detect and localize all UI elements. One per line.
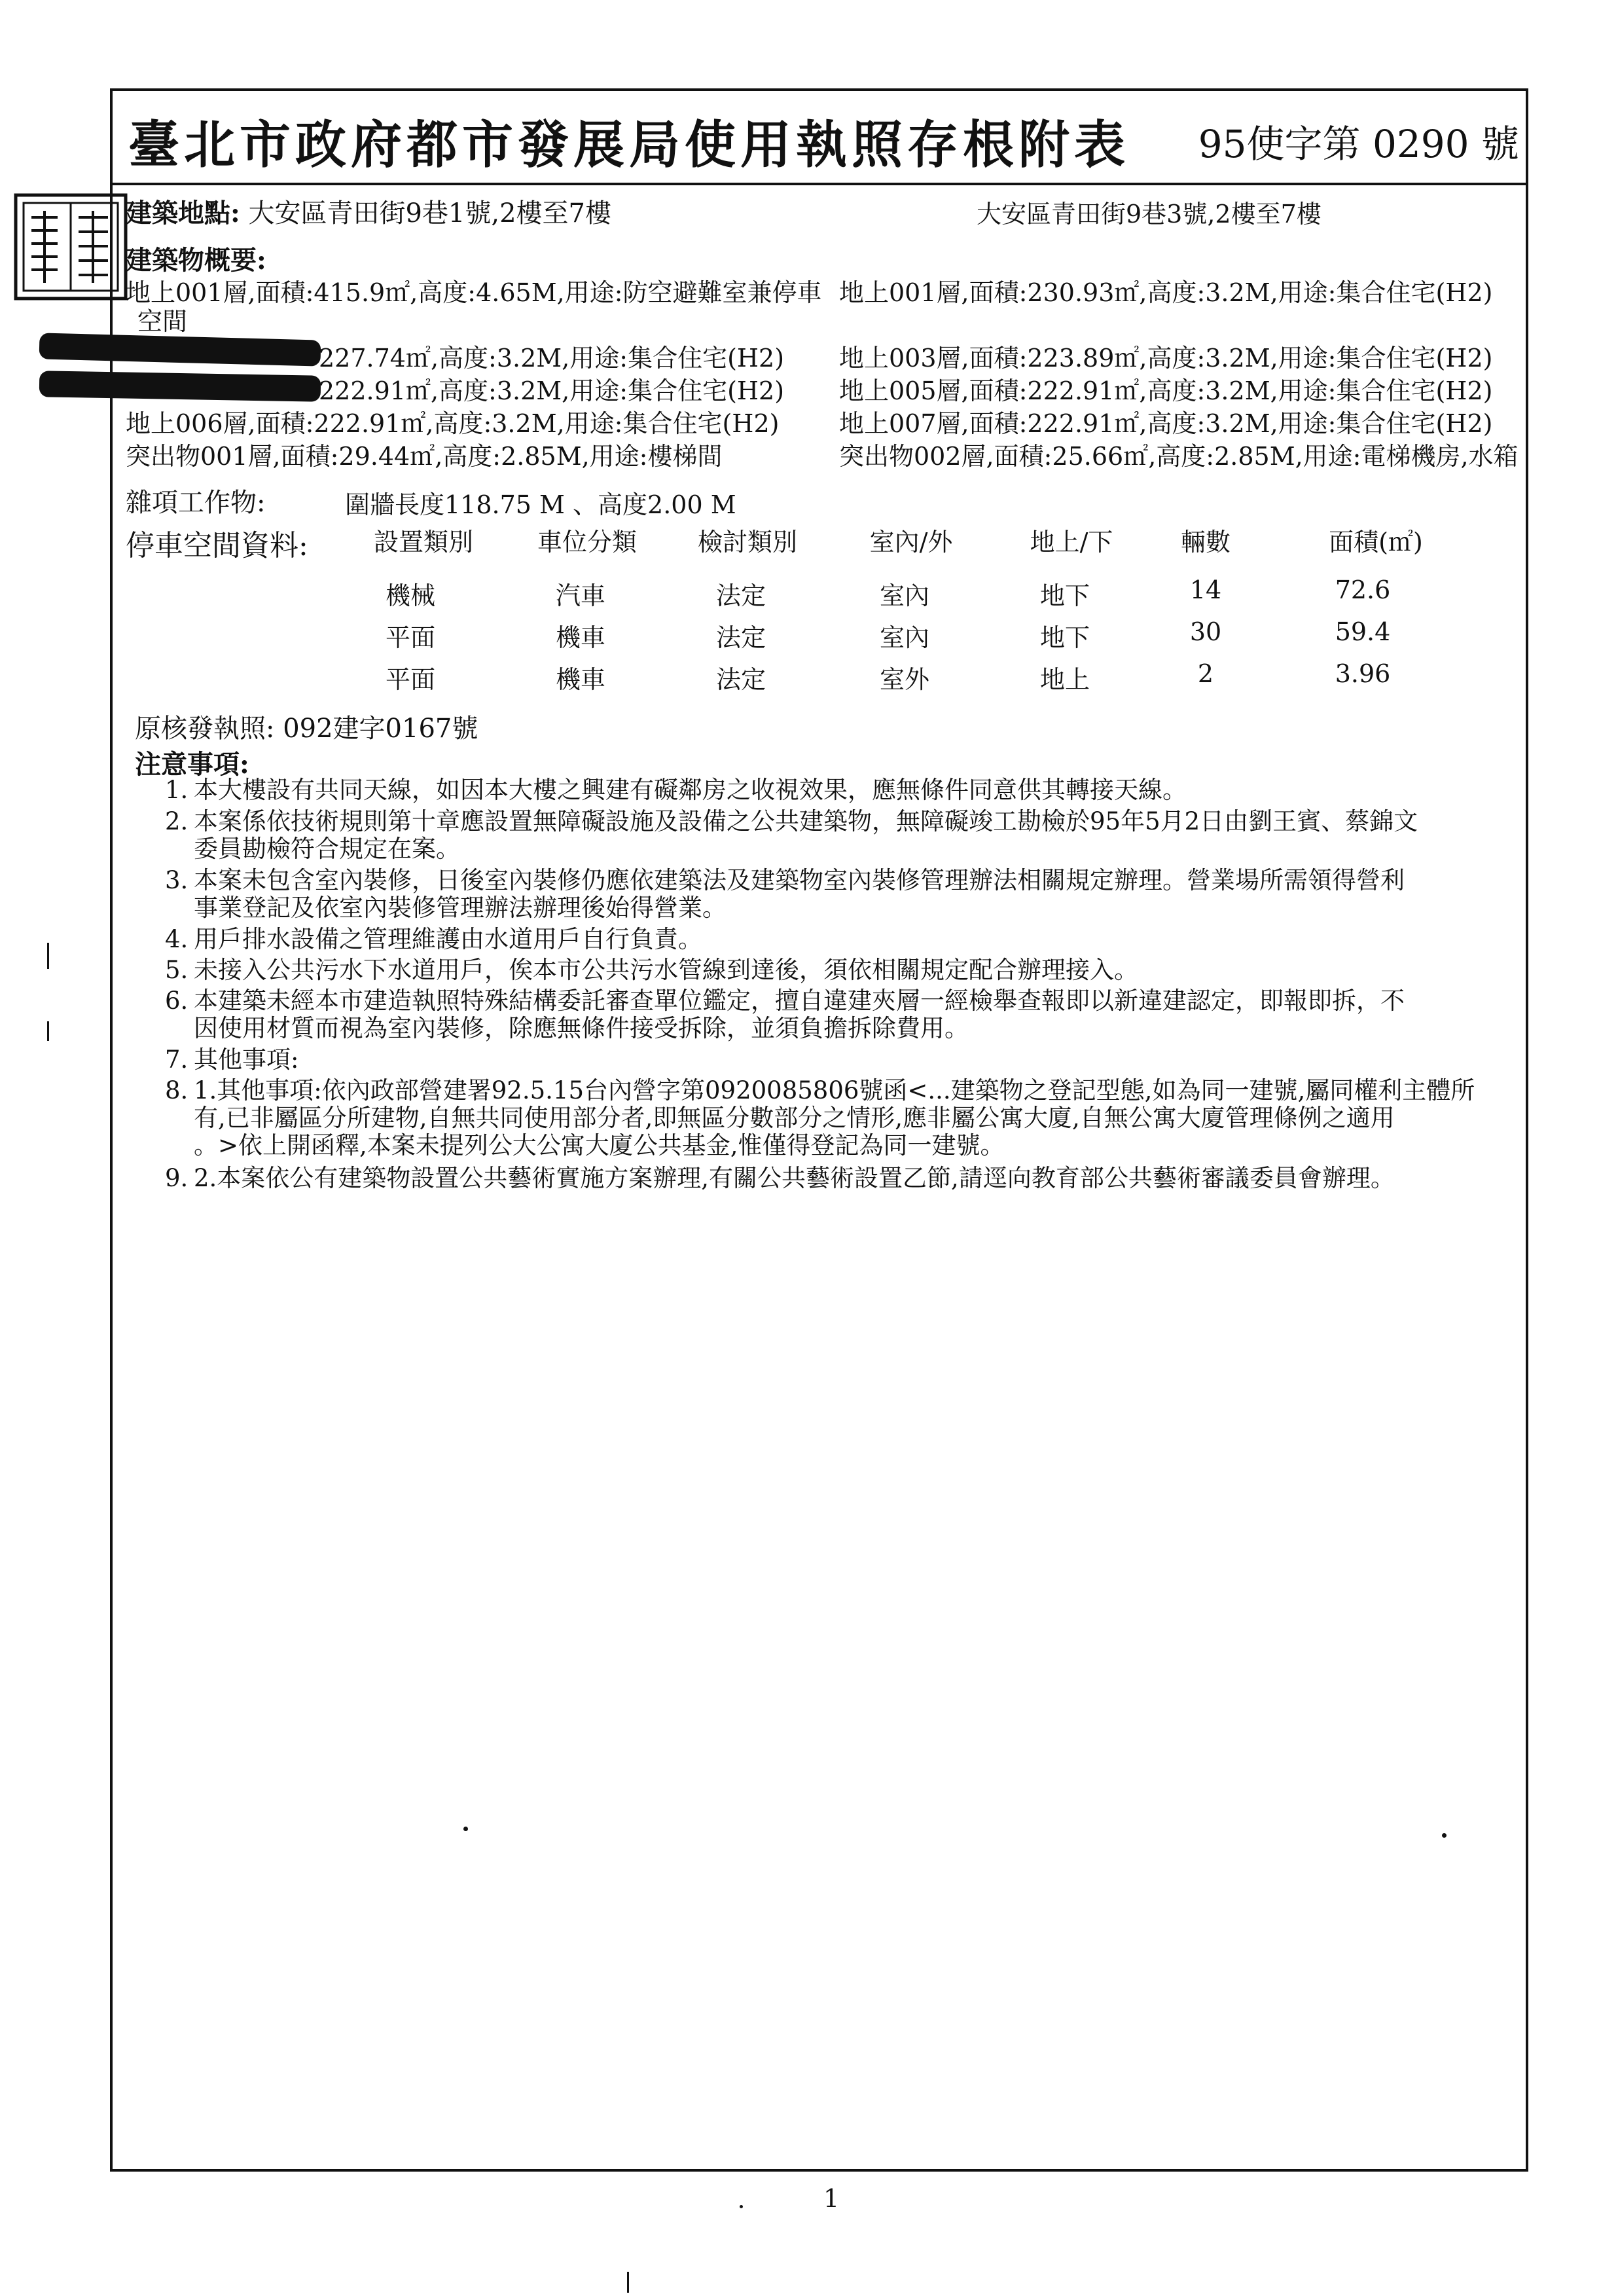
site-address-1: 大安區青田街9巷1號,2樓至7樓: [248, 198, 611, 228]
parking-header-cell: 輛數: [1180, 528, 1231, 556]
parking-cell: 室內: [879, 581, 929, 610]
note-number: 2.: [165, 807, 189, 835]
note-number: 8.: [165, 1076, 189, 1104]
scan-tick-mark: [47, 943, 49, 969]
overview-left-row: 227.74㎡,高度:3.2M,用途:集合住宅(H2): [319, 344, 785, 373]
note-number: 5.: [165, 956, 189, 984]
overview-right-row: 突出物002層,面積:25.66㎡,高度:2.85M,用途:電梯機房,水箱: [839, 442, 1519, 471]
note-text: 用戶排水設備之管理維護由水道用戶自行負責。: [194, 925, 702, 953]
note-number: 3.: [165, 866, 189, 894]
note-number: 9.: [165, 1164, 189, 1192]
overview-right-row: 地上001層,面積:230.93㎡,高度:3.2M,用途:集合住宅(H2): [839, 278, 1493, 307]
document-title: 臺北市政府都市發展局使用執照存根附表: [128, 115, 1130, 175]
note-item: [165, 867, 1513, 922]
note-number: 7.: [165, 1046, 189, 1074]
parking-cell: 法定: [715, 665, 766, 694]
note-item: [165, 1165, 1513, 1192]
overview-right-row: 地上003層,面積:223.89㎡,高度:3.2M,用途:集合住宅(H2): [839, 344, 1493, 373]
parking-cell: 機車: [555, 623, 605, 652]
parking-cell: 法定: [715, 581, 766, 610]
note-text: 有,已非屬區分所建物,自無共同使用部分者,即無區分數部分之情形,應非屬公寓大廈,自無公寓大廈管理條例之適用: [194, 1104, 1395, 1132]
note-item: [165, 776, 1513, 804]
note-text: 2.本案依公有建築物設置公共藝術實施方案辦理,有關公共藝術設置乙節,請逕向教育部公共藝術審議委員會辦理。: [194, 1164, 1395, 1192]
overview-left-row: 突出物001層,面積:29.44㎡,高度:2.85M,用途:樓梯間: [126, 442, 723, 471]
permit-number: 95使字第 0290 號: [1198, 122, 1519, 166]
parking-header-cell: 室內/外: [869, 528, 953, 556]
parking-label: 停車空間資料:: [126, 529, 308, 562]
note-item: [165, 957, 1513, 984]
scan-speck: [1442, 1833, 1447, 1838]
parking-cell: 平面: [385, 665, 435, 694]
note-text: 其他事項:: [194, 1046, 299, 1074]
original-permit-label: 原核發執照:: [135, 714, 275, 744]
original-permit-row: [135, 708, 478, 745]
original-permit-value: 092建字0167號: [283, 714, 478, 744]
note-text: 本案未包含室內裝修，日後室內裝修仍應依建築法及建築物室內裝修管理辦法相關規定辦理。營業場所需領得營利: [194, 866, 1405, 894]
note-text: 本大樓設有共同天線，如因本大樓之興建有礙鄰房之收視效果，應無條件同意供其轉接天線。: [194, 776, 1187, 804]
overview-left-row: 空間: [137, 307, 188, 336]
notes-label: 注意事項:: [135, 749, 249, 780]
document-frame: [110, 88, 1528, 2172]
parking-cell: 14: [1189, 575, 1222, 604]
parking-cell: 地上: [1039, 665, 1090, 694]
scan-speck: [463, 1827, 468, 1831]
scan-tick-mark: [627, 2272, 629, 2293]
scan-tick-mark: [47, 1021, 49, 1041]
overview-label: 建築物概要:: [126, 245, 266, 276]
parking-cell: 3.96: [1335, 659, 1391, 688]
note-text: 本建築未經本市建造執照特殊結構委託審查單位鑑定，擅自違建夾層一經檢舉查報即以新違建認定，即報即拆，不: [194, 987, 1405, 1015]
note-text: 事業登記及依室內裝修管理辦法辦理後始得營業。: [194, 894, 727, 922]
note-text: 1.其他事項:依內政部營建署92.5.15台內營字第0920085806號函<...建築物之登記型態,如為同一建號,屬同權利主體所: [194, 1076, 1475, 1104]
page-number: 1: [823, 2184, 840, 2213]
parking-cell: 2: [1197, 659, 1214, 688]
title-bar: [113, 91, 1526, 185]
parking-header-cell: 地上/下: [1030, 528, 1113, 556]
parking-cell: 平面: [385, 623, 435, 652]
note-text: 委員勘檢符合規定在案。: [194, 835, 460, 863]
note-item: [165, 926, 1513, 953]
note-number: 1.: [165, 776, 189, 804]
misc-works-label: 雜項工作物:: [126, 488, 266, 518]
note-text: 本案係依技術規則第十章應設置無障礙設施及設備之公共建築物，無障礙竣工勘檢於95年5月2日由劉王賓、蔡錦文: [194, 807, 1418, 835]
parking-cell: 機車: [555, 665, 605, 694]
parking-cell: 地下: [1039, 623, 1090, 652]
overview-left-row: 222.91㎡,高度:3.2M,用途:集合住宅(H2): [319, 376, 785, 405]
parking-header-cell: 車位分類: [537, 528, 637, 556]
overview-right-row: 地上007層,面積:222.91㎡,高度:3.2M,用途:集合住宅(H2): [839, 409, 1493, 438]
parking-header-cell: 檢討類別: [697, 528, 797, 556]
note-text: 未接入公共污水下水道用戶，俟本市公共污水管線到達後，須依相關規定配合辦理接入。: [194, 956, 1138, 984]
parking-header-cell: 面積(㎡): [1329, 528, 1423, 556]
note-number: 4.: [165, 925, 189, 953]
overview-left-row: 地上006層,面積:222.91㎡,高度:3.2M,用途:集合住宅(H2): [126, 409, 780, 438]
site-row: [126, 192, 611, 230]
parking-cell: 室外: [879, 665, 929, 694]
note-item: [165, 1046, 1513, 1074]
note-item: [165, 1077, 1513, 1159]
misc-works-value: 圍牆長度118.75 M 、高度2.00 M: [345, 490, 736, 519]
parking-cell: 汽車: [555, 581, 605, 610]
note-item: [165, 987, 1513, 1042]
parking-cell: 30: [1189, 617, 1222, 646]
overview-right-row: 地上005層,面積:222.91㎡,高度:3.2M,用途:集合住宅(H2): [839, 376, 1493, 405]
parking-cell: 機械: [385, 581, 435, 610]
note-number: 6.: [165, 987, 189, 1015]
note-item: [165, 808, 1513, 863]
parking-header-cell: 設置類別: [373, 528, 473, 556]
parking-cell: 室內: [879, 623, 929, 652]
overview-left-row: 地上001層,面積:415.9㎡,高度:4.65M,用途:防空避難室兼停車: [126, 278, 822, 307]
parking-cell: 法定: [715, 623, 766, 652]
note-text: 。>依上開函釋,本案未提列公大公寓大廈公共基金,惟僅得登記為同一建號。: [194, 1131, 1005, 1159]
site-address-2: 大安區青田街9巷3號,2樓至7樓: [977, 200, 1321, 228]
parking-cell: 59.4: [1335, 617, 1391, 646]
parking-cell: 72.6: [1335, 575, 1391, 604]
site-label: 建築地點:: [126, 198, 240, 228]
note-text: 因使用材質而視為室內裝修，除應無條件接受拆除，並須負擔拆除費用。: [194, 1014, 969, 1042]
parking-cell: 地下: [1039, 581, 1090, 610]
scan-speck: [740, 2205, 743, 2208]
